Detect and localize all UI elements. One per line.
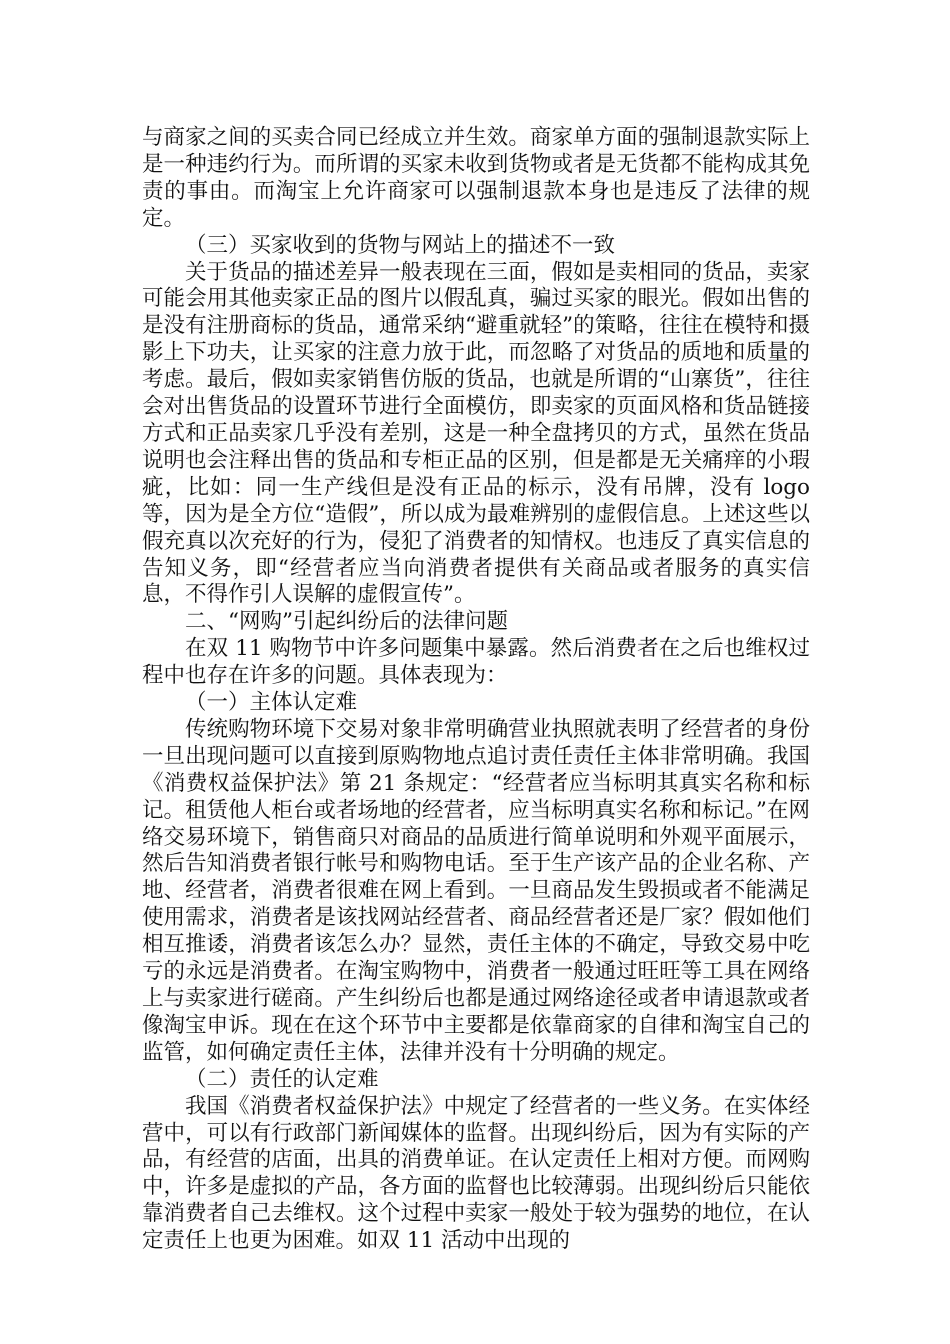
paragraph-subject-identification: 传统购物环境下交易对象非常明确营业执照就表明了经营者的身份一旦出现问题可以直接到原购物地点追讨责任责任主体非常明确。我国《消费权益保护法》第 21 条规定：“经营者应当标明其真实名称和标记。租赁他人柜台或者场地的经营者，应当标明真实名称和标记。”在网络交易环境下，销售商只对商品的品质进行简单说明和外观平面展示，然后告知消费者银行帐号和购物电话。至于生产该产品的企业名称、产地、经营者，消费者很难在网上看到。一旦商品发生毁损或者不能满足使用需求，消费者是该找网站经营者、商品经营者还是厂家？假如他们相互推诿，消费者该怎么办？显然，责任主体的不确定，导致交易中吃亏的永远是消费者。在淘宝购物中，消费者一般通过旺旺等工具在网络上与卖家进行磋商。产生纠纷后也都是通过网络途径或者申请退款或者像淘宝申诉。现在在这个环节中主要都是依靠商家的自律和淘宝自己的监管，如何确定责任主体，法律并没有十分明确的规定。 xyxy=(142,716,810,1065)
paragraph-goods-description: 关于货品的描述差异一般表现在三面，假如是卖相同的货品，卖家可能会用其他卖家正品的图片以假乱真，骗过买家的眼光。假如出售的是没有注册商标的货品，通常采纳“避重就轻”的策略，往往在模特和摄影上下功夫，让买家的注意力放于此，而忽略了对货品的质地和质量的考虑。最后，假如卖家销售仿版的货品，也就是所谓的“山寨货”，往往会对出售货品的设置环节进行全面模仿，即卖家的页面风格和货品链接方式和正品卖家几乎没有差别，这是一种全盘拷贝的方式，虽然在货品说明也会注释出售的货品和专柜正品的区别，但是都是无关痛痒的小瑕疵，比如：同一生产线但是没有正品的标示，没有吊牌，没有 logo 等，因为是全方位“造假”，所以成为最难辨别的虚假信息。上述这些以假充真以次充好的行为，侵犯了消费者的知情权。也违反了真实信息的告知义务，即“经营者应当向消费者提供有关商品或者服务的真实信息，不得作引人误解的虚假宣传”。 xyxy=(142,259,810,608)
document-page xyxy=(142,125,810,1255)
section-heading-liability: （二）责任的认定难 xyxy=(185,1066,379,1092)
paragraph-double-11-intro: 在双 11 购物节中许多问题集中暴露。然后消费者在之后也维权过程中也存在许多的问题。具体表现为： xyxy=(142,636,810,689)
paragraph-contract-breach: 与商家之间的买卖合同已经成立并生效。商家单方面的强制退款实际上是一种违约行为。而所谓的买家未收到货物或者是无货都不能构成其免责的事由。而淘宝上允许商家可以强制退款本身也是违反了法律的规定。 xyxy=(142,125,810,231)
section-heading-subject-identification: （一）主体认定难 xyxy=(185,690,358,716)
section-heading-goods-mismatch: （三）买家收到的货物与网站上的描述不一致 xyxy=(185,232,616,258)
paragraph-liability: 我国《消费者权益保护法》中规定了经营者的一些义务。在实体经营中，可以有行政部门新闻媒体的监督。出现纠纷后，因为有实际的产品，有经营的店面，出具的消费单证。在认定责任上相对方便。而网购中，许多是虚拟的产品，各方面的监督也比较薄弱。出现纠纷后只能依靠消费者自己去维权。这个过程中卖家一般处于较为强势的地位，在认定责任上也更为困难。如双 11 活动中出现的 xyxy=(142,1093,810,1254)
section-heading-legal-issues: 二、“网购”引起纠纷后的法律问题 xyxy=(185,609,508,635)
